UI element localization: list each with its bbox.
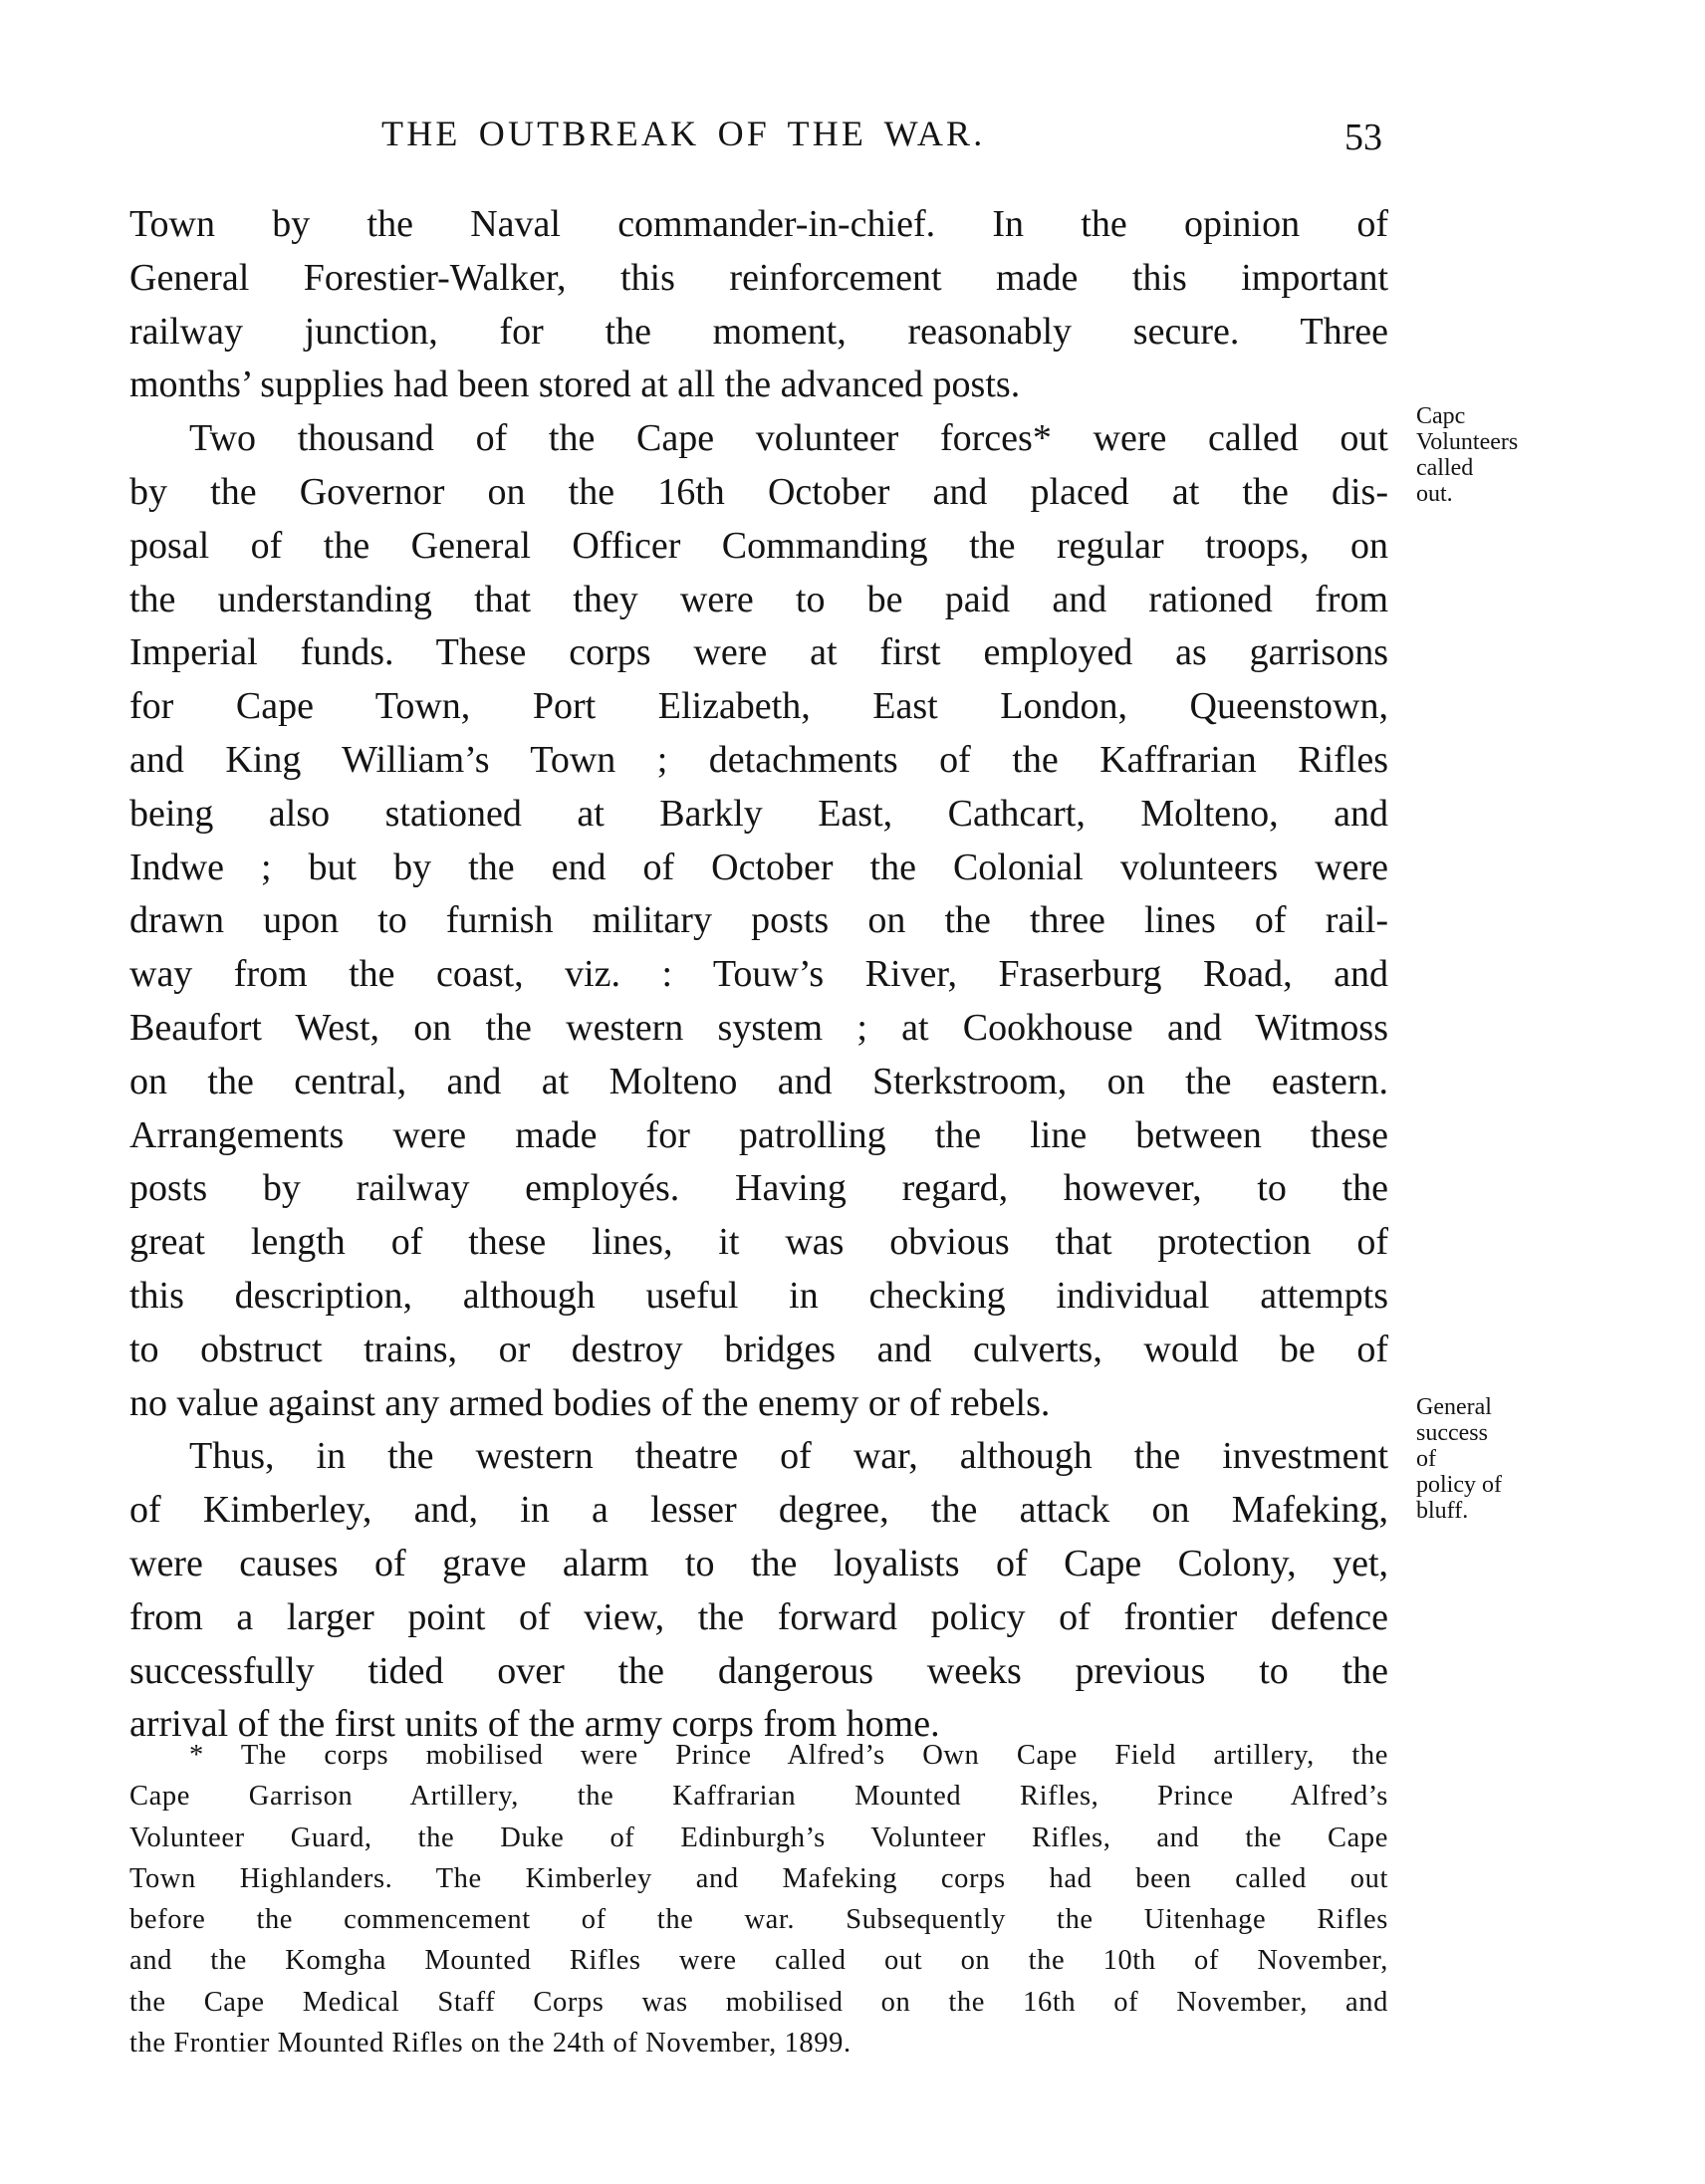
body-line: General Forestier-Walker, this reinforcement made this important: [129, 256, 1388, 299]
body-line: arrival of the first units of the army corps from home.: [129, 1703, 940, 1746]
margin-note-line: General: [1416, 1394, 1492, 1420]
body-line: for Cape Town, Port Elizabeth, East London, Queenstown,: [129, 685, 1388, 728]
body-line: of Kimberley, and, in a lesser degree, the attack on Mafeking,: [129, 1489, 1388, 1532]
body-line: Imperial funds. These corps were at first employed as garrisons: [129, 631, 1388, 674]
footnote-line: and the Komgha Mounted Rifles were called out on the 10th of November,: [129, 1945, 1388, 1977]
body-line: by the Governor on the 16th October and placed at the dis-: [129, 470, 1388, 513]
body-line: this description, although useful in checking individual attempts: [129, 1274, 1388, 1317]
margin-note-line: success: [1416, 1420, 1488, 1446]
margin-note-line: of: [1416, 1446, 1436, 1472]
body-line: from a larger point of view, the forward policy of frontier defence: [129, 1595, 1388, 1638]
body-line: the understanding that they were to be paid and rationed from: [129, 578, 1388, 620]
body-line: Thus, in the western theatre of war, although the investment: [189, 1435, 1388, 1478]
body-line: to obstruct trains, or destroy bridges and culverts, would be of: [129, 1328, 1388, 1370]
running-header: [0, 112, 1705, 158]
body-line: being also stationed at Barkly East, Cathcart, Molteno, and: [129, 792, 1388, 835]
margin-note-line: Volunteers: [1416, 429, 1519, 455]
margin-note-cape-volunteers: [1416, 403, 1675, 507]
body-line: successfully tided over the dangerous weeks previous to the: [129, 1649, 1388, 1692]
body-line: Arrangements were made for patrolling the line between these: [129, 1113, 1388, 1156]
footnote-line: Town Highlanders. The Kimberley and Mafeking corps had been called out: [129, 1862, 1388, 1894]
margin-note-line: bluff.: [1416, 1498, 1469, 1524]
body-line: on the central, and at Molteno and Sterkstroom, on the eastern.: [129, 1060, 1388, 1102]
body-line: railway junction, for the moment, reasonably secure. Three: [129, 310, 1388, 353]
body-line: and King William’s Town ; detachments of the Kaffrarian Rifles: [129, 738, 1388, 781]
footnote: [129, 1735, 1388, 2063]
body-line: were causes of grave alarm to the loyalists of Cape Colony, yet,: [129, 1542, 1388, 1584]
margin-note-line: out.: [1416, 481, 1453, 507]
body-line: Indwe ; but by the end of October the Colonial volunteers were: [129, 846, 1388, 888]
footnote-line: Cape Garrison Artillery, the Kaffrarian Mounted Rifles, Prince Alfred’s: [129, 1781, 1388, 1813]
footnote-line: the Frontier Mounted Rifles on the 24th of November, 1899.: [129, 2028, 852, 2060]
body-line: posts by railway employés. Having regard, however, to the: [129, 1167, 1388, 1210]
page-number: 53: [1344, 117, 1382, 158]
running-title: THE OUTBREAK OF THE WAR.: [381, 114, 986, 153]
body-line: drawn upon to furnish military posts on the three lines of rail-: [129, 899, 1388, 942]
body-line: Town by the Naval commander-in-chief. In the opinion of: [129, 203, 1388, 245]
margin-note-line: called: [1416, 455, 1474, 481]
body-text: [129, 198, 1388, 1752]
body-line: way from the coast, viz. : Touw’s River, Fraserburg Road, and: [129, 953, 1388, 996]
footnote-line: before the commencement of the war. Subsequently the Uitenhage Rifles: [129, 1904, 1388, 1936]
body-line: months’ supplies had been stored at all the advanced posts.: [129, 364, 1021, 406]
body-line: Beaufort West, on the western system ; at Cookhouse and Witmoss: [129, 1006, 1388, 1049]
margin-note-line: policy of: [1416, 1472, 1502, 1498]
body-line: posal of the General Officer Commanding the regular troops, on: [129, 524, 1388, 567]
body-line: great length of these lines, it was obvious that protection of: [129, 1221, 1388, 1264]
margin-note-policy-of-bluff: [1416, 1394, 1675, 1524]
footnote-line: * The corps mobilised were Prince Alfred’s Own Cape Field artillery, the: [189, 1740, 1388, 1771]
margin-note-line: Capc: [1416, 403, 1466, 429]
body-line: no value against any armed bodies of the enemy or of rebels.: [129, 1381, 1051, 1424]
body-line: Two thousand of the Cape volunteer forces* were called out: [189, 417, 1388, 460]
footnote-line: Volunteer Guard, the Duke of Edinburgh’s Volunteer Rifles, and the Cape: [129, 1821, 1388, 1853]
footnote-line: the Cape Medical Staff Corps was mobilised on the 16th of November, and: [129, 1986, 1388, 2018]
